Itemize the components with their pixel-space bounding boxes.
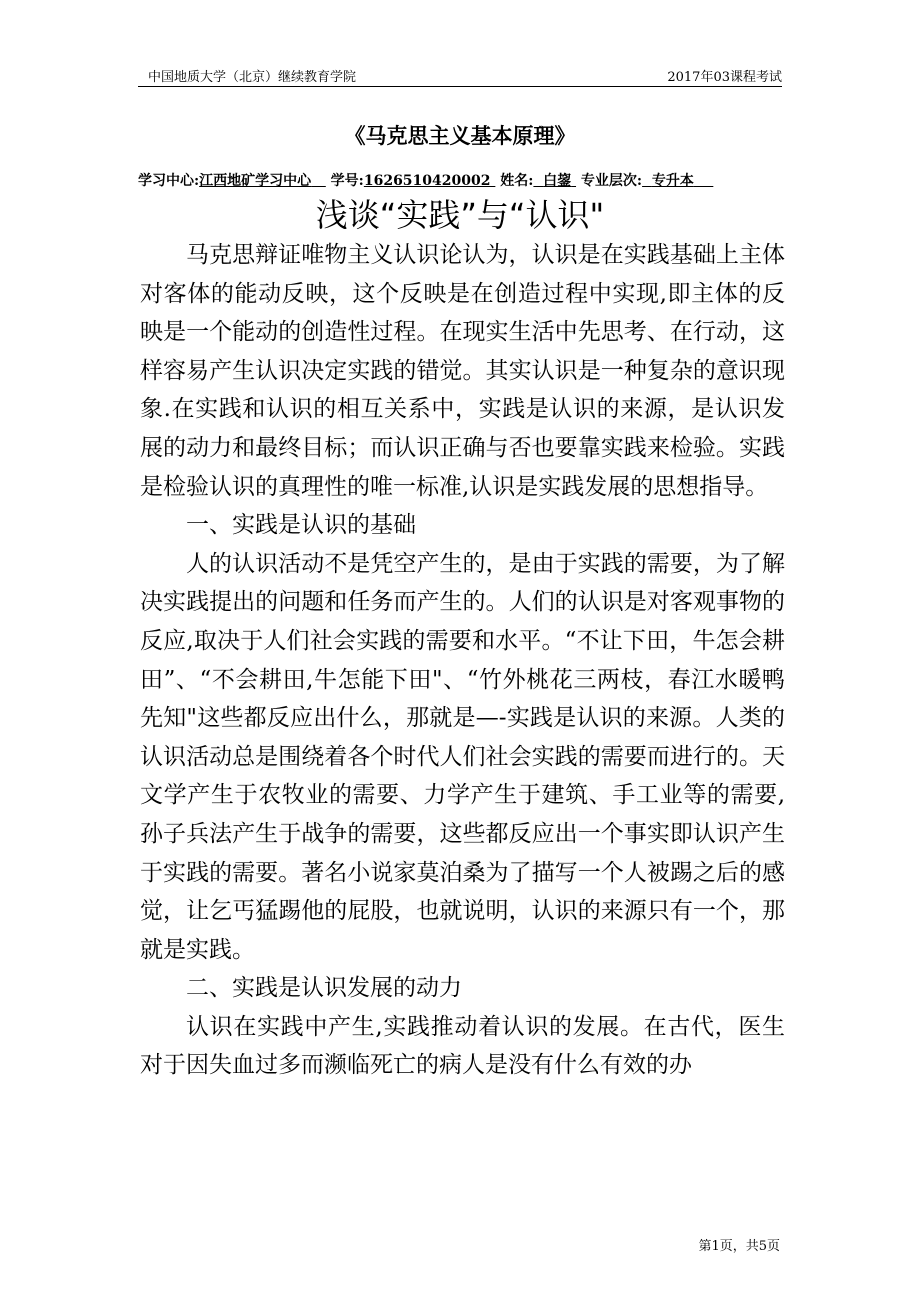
essay-body (140, 236, 785, 1085)
id-value: 1626510420002 (363, 173, 491, 189)
section-heading-2: 二、实践是认识发展的动力 (186, 975, 462, 1002)
page-header (138, 60, 782, 87)
student-info-line (138, 170, 798, 190)
paragraph-section-1: 人的认识活动不是凭空产生的，是由于实践的需要，为了解决实践提出的问题和任务而产生的。人们的认识是对客观事物的反应,取决于人们社会实践的需要和水平。“不让下田，牛怎会耕田”、“不会耕田,牛怎能下田"、“竹外桃花三两枝，春江水暖鸭先知"这些都反应出什么，那就是—-实践是认识的来源。人类的认识活动总是围绕着各个时代人们社会实践的需要而进行的。天文学产生于农牧业的需要、力学产生于建筑、手工业等的需要,孙子兵法产生于战争的需要，这些都反应出一个事实即认识产生于实践的需要。著名小说家莫泊桑为了描写一个人被踢之后的感觉，让乞丐猛踢他的屁股，也就说明，认识的来源只有一个，那就是实践。 (140, 550, 785, 963)
center-label: 学习中心: (138, 173, 200, 189)
course-title: 《马克思主义基本原理》 (344, 123, 576, 148)
header-exam-date: 2017年03课程考试 (667, 70, 782, 85)
paragraph-intro: 马克思辩证唯物主义认识论认为，认识是在实践基础上主体对客体的能动反映，这个反映是在创造过程中实现,即主体的反映是一个能动的创造性过程。在现实生活中先思考、在行动，这样容易产生认识决定实践的错觉。其实认识是一种复杂的意识现象.在实践和认识的相互关系中，实践是认识的来源，是认识发展的动力和最终目标；而认识正确与否也要靠实践来检验。实践是检验认识的真理性的唯一标准,认识是实践发展的思想指导。 (140, 242, 785, 500)
section-heading-1: 一、实践是认识的基础 (186, 512, 416, 539)
id-label: 学号: (330, 173, 364, 189)
level-label: 专业层次: (580, 173, 643, 189)
paragraph-section-2: 认识在实践中产生,实践推动着认识的发展。在古代，医生对于因失血过多而濒临死亡的病人是没有什么有效的办 (140, 1013, 785, 1079)
name-value: 白鋆 (543, 173, 572, 189)
header-institution: 中国地质大学（北京）继续教育学院 (148, 70, 357, 85)
page-number: 第1页，共5页 (698, 1239, 780, 1254)
level-value: 专升本 (651, 173, 694, 189)
center-value: 江西地矿学习中心 (199, 173, 312, 189)
name-label: 姓名: (500, 173, 534, 189)
essay-title: 浅谈“实践”与“认识" (315, 196, 605, 234)
